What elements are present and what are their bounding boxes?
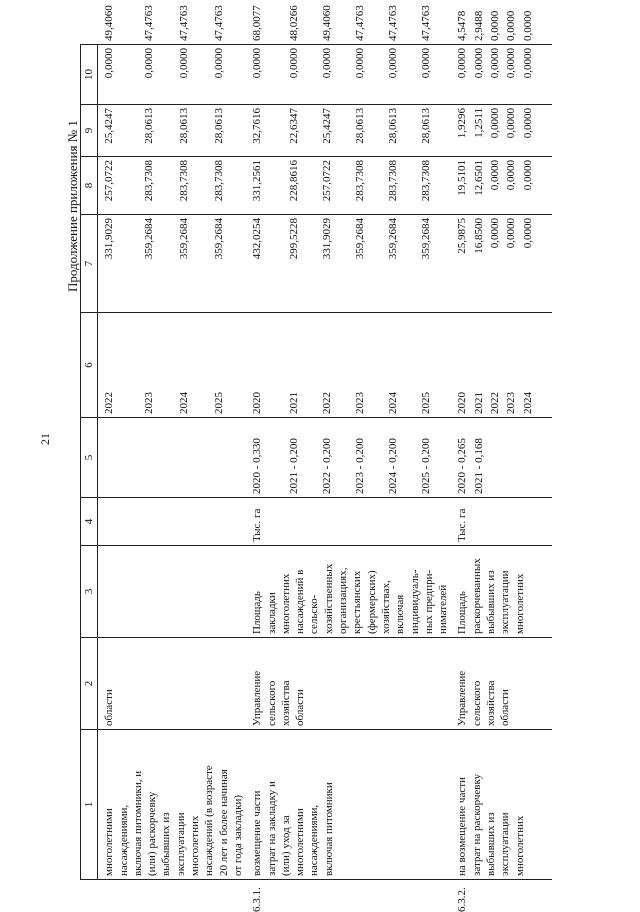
continuation-label: Продолжение приложения № 1 xyxy=(65,120,80,292)
measure-name-line: (или) уход за xyxy=(279,815,292,876)
amount-cell: 1,2511 xyxy=(471,105,487,157)
table-row: 2025 - 0,200 2025 359,2684 283,7308 28,0613 0,0000 47,4763 xyxy=(418,45,451,880)
amount-cell: 28,0613 xyxy=(352,105,385,157)
amount-cell: 0,0000 xyxy=(487,45,503,105)
unit-cell: Тыс. га xyxy=(246,498,451,546)
measure-name-line: насаждениями, xyxy=(308,804,321,876)
target-value-cell xyxy=(98,418,141,498)
target-value-cell: 2023 - 0,200 xyxy=(352,418,385,498)
executor-cell xyxy=(451,638,535,730)
year-cell: 2020 xyxy=(451,313,470,418)
measure-name-line: эксплуатации xyxy=(499,812,512,876)
year-cell: 2025 xyxy=(211,313,246,418)
amount-cell: 25,9875 xyxy=(451,215,470,313)
table-row: 6.3.2. на возмещение части затрат на раскорчевку выбывших из эксплуатации многолетних Управление сельского хозяйства области Площадь раскорчеванных выбывших из эксплуатации многолетних Тыс. га 2020 - 0,265 2020 25,9875 19,5101 1,9296 0,0000 4,5478 xyxy=(451,45,470,880)
indicator-cell-line: хозяйственных xyxy=(322,563,335,634)
amount-cell: 359,2684 xyxy=(141,215,176,313)
spacer-cell xyxy=(536,498,552,546)
amount-cell: 0,0000 xyxy=(503,45,519,105)
measure-name-line: многолетними xyxy=(294,808,307,876)
year-cell: 2021 xyxy=(286,313,319,418)
page-number: 21 xyxy=(38,433,52,445)
indicator-cell-line: нимателей xyxy=(437,584,450,634)
amount-cell: 228,8616 xyxy=(286,157,319,215)
year-cell: 2022 xyxy=(98,313,141,418)
amount-cell: 0,0000 xyxy=(211,45,246,105)
amount-cell: 1,9296 xyxy=(451,105,470,157)
amount-cell: 0,0000 xyxy=(503,215,519,313)
year-cell: 2020 xyxy=(246,313,285,418)
unit-cell: Тыс. га xyxy=(451,498,535,546)
table-row: 2023 - 0,200 2023 359,2684 283,7308 28,0613 0,0000 47,4763 xyxy=(352,45,385,880)
target-value-cell: 2022 - 0,200 xyxy=(319,418,352,498)
amount-cell: 16,8500 xyxy=(471,215,487,313)
amount-cell: 25,4247 xyxy=(319,105,352,157)
measure-name-line: многолетних xyxy=(189,815,202,876)
header-cell: 1 xyxy=(81,730,98,880)
measure-name-line: насаждениями, xyxy=(117,804,130,876)
measure-name-line: включая питомники, и xyxy=(131,770,144,876)
measure-name-line: выбывших из xyxy=(485,812,498,876)
spacer-cell xyxy=(536,157,552,215)
amount-cell: 0,0000 xyxy=(286,45,319,105)
amount-cell: 0,0000 xyxy=(487,215,503,313)
measure-name-line: насаждений (в возрасте xyxy=(203,765,216,876)
amount-cell: 28,0613 xyxy=(418,105,451,157)
amount-cell: 0,0000 xyxy=(520,45,536,105)
table-bottom-spacer xyxy=(536,45,552,880)
amount-cell: 359,2684 xyxy=(352,215,385,313)
executor-cell-line: области xyxy=(103,689,116,726)
amount-cell: 283,7308 xyxy=(141,157,176,215)
target-value-cell xyxy=(503,418,519,498)
amount-cell: 12,6501 xyxy=(471,157,487,215)
target-value-cell xyxy=(176,418,211,498)
spacer-cell xyxy=(536,105,552,157)
amount-cell: 0,0000 xyxy=(141,45,176,105)
measure-name-line: выбывших из xyxy=(160,812,173,876)
amount-cell: 25,4247 xyxy=(98,105,141,157)
amount-cell: 0,0000 xyxy=(451,45,470,105)
amount-cell: 331,9029 xyxy=(98,215,141,313)
year-cell: 2021 xyxy=(471,313,487,418)
header-cell: 6 xyxy=(81,313,98,418)
amount-cell: 257,0722 xyxy=(98,157,141,215)
measure-name-line: 20 лет и более начиная xyxy=(217,769,230,876)
year-cell: 2023 xyxy=(141,313,176,418)
indicator-cell-line: раскорчеванных xyxy=(470,558,483,634)
table-row: 2023 0,0000 0,0000 0,0000 0,0000 0,0000 xyxy=(503,45,519,880)
target-value-cell: 2024 - 0,200 xyxy=(385,418,418,498)
measure-name-cell xyxy=(451,730,535,912)
header-cell: 10 xyxy=(81,45,98,105)
year-cell: 2025 xyxy=(418,313,451,418)
spacer-cell xyxy=(536,313,552,418)
amount-cell: 28,0613 xyxy=(211,105,246,157)
indicator-cell-line: (фермерских) xyxy=(365,570,378,634)
target-value-cell: 2020 - 0,330 xyxy=(246,418,285,498)
target-value-cell: 2021 - 0,200 xyxy=(286,418,319,498)
amount-cell: 283,7308 xyxy=(211,157,246,215)
indicator-cell-line: многолетних xyxy=(279,573,292,634)
indicator-cell xyxy=(451,546,535,638)
year-cell: 2022 xyxy=(319,313,352,418)
rotated-page xyxy=(60,5,600,912)
indicator-cell-line: выбывших из xyxy=(485,570,498,634)
table-row: 6.3.1. возмещение части затрат на закладку и (или) уход за многолетними насаждениями, включая питомники Управление сельского хозяйства области Площадь закладки многолетних насаждений в сельско- хозяйственных организациях, крестьянских (фермерских) хозяйствах, включая индивидуаль- ных предпри- нимателей Тыс. га 2020 - 0,330 2020 432,0254 331,2561 32,7616 0,0000 68,0077 xyxy=(246,45,285,880)
budget-table xyxy=(80,5,552,912)
executor-cell-line: хозяйства xyxy=(485,680,498,726)
measure-name-line: (или) раскорчевку xyxy=(146,791,159,876)
executor-cell-line: Управление xyxy=(251,670,264,726)
year-cell: 2024 xyxy=(176,313,211,418)
indicator-cell-line: сельско- xyxy=(308,594,321,634)
target-value-cell: 2021 - 0,168 xyxy=(471,418,487,498)
measure-name-line: затрат на закладку и xyxy=(265,781,278,876)
spacer-cell xyxy=(536,638,552,730)
executor-cell-line: Управление xyxy=(456,670,469,726)
amount-cell: 0,0000 xyxy=(520,215,536,313)
executor-cell-line: области xyxy=(294,689,307,726)
amount-cell: 359,2684 xyxy=(176,215,211,313)
header-cell: 2 xyxy=(81,638,98,730)
indicator-cell xyxy=(246,546,451,638)
table-row: 2022 - 0,200 2022 331,9029 257,0722 25,4247 0,0000 49,4060 xyxy=(319,45,352,880)
amount-cell: 0,0000 xyxy=(487,105,503,157)
amount-cell: 283,7308 xyxy=(176,157,211,215)
table-row: 2024 359,2684 283,7308 28,0613 0,0000 47,4763 xyxy=(176,45,211,880)
table-row: 2025 359,2684 283,7308 28,0613 0,0000 47,4763 xyxy=(211,45,246,880)
header-row xyxy=(81,45,98,880)
executor-cell-line: сельского xyxy=(265,680,278,726)
amount-cell: 0,0000 xyxy=(176,45,211,105)
table-row: многолетними насаждениями, включая питомники, и (или) раскорчевку выбывших из эксплуатации многолетних насаждений (в возрасте 20 лет и более начиная от года закладки) области 2022 331,9029 257,0722 25,4247 0,0000 49,4060 xyxy=(98,45,141,880)
measure-name-line: затрат на раскорчевку xyxy=(470,773,483,876)
executor-cell xyxy=(98,638,246,730)
indicator-cell-line: эксплуатации xyxy=(499,570,512,634)
executor-cell-line: сельского xyxy=(470,680,483,726)
target-value-cell xyxy=(141,418,176,498)
unit-cell xyxy=(98,498,246,546)
header-cell: 7 xyxy=(81,215,98,313)
amount-cell: 0,0000 xyxy=(319,45,352,105)
amount-cell: 299,5228 xyxy=(286,215,319,313)
year-cell: 2024 xyxy=(385,313,418,418)
amount-cell: 0,0000 xyxy=(520,157,536,215)
item-number: 6.3.1. xyxy=(251,887,264,912)
header-cell: 4 xyxy=(81,498,98,546)
amount-cell: 0,0000 xyxy=(503,105,519,157)
amount-cell: 359,2684 xyxy=(385,215,418,313)
amount-cell: 0,0000 xyxy=(385,45,418,105)
indicator-cell-line: Площадь xyxy=(251,591,264,634)
amount-cell: 257,0722 xyxy=(319,157,352,215)
header-cell: 9 xyxy=(81,105,98,157)
amount-cell: 0,0000 xyxy=(487,157,503,215)
measure-name-line: возмещение части xyxy=(251,790,264,876)
indicator-cell-line: крестьянских xyxy=(351,570,364,634)
header-cell: 5 xyxy=(81,418,98,498)
indicator-cell-line: индивидуаль- xyxy=(408,569,421,634)
indicator-cell-line: ных предпри- xyxy=(422,569,435,634)
amount-cell: 28,0613 xyxy=(176,105,211,157)
measure-name-line: от года закладки) xyxy=(231,795,244,876)
amount-cell: 19,5101 xyxy=(451,157,470,215)
target-value-cell xyxy=(487,418,503,498)
amount-cell: 359,2684 xyxy=(211,215,246,313)
amount-cell: 0,0000 xyxy=(418,45,451,105)
measure-name-line: многолетними xyxy=(103,808,116,876)
indicator-cell-line: хозяйствах, xyxy=(379,580,392,634)
amount-cell: 0,0000 xyxy=(246,45,285,105)
amount-cell: 28,0613 xyxy=(141,105,176,157)
indicator-cell-line: Площадь xyxy=(456,591,469,634)
spacer-cell xyxy=(536,215,552,313)
table-row: 2024 0,0000 0,0000 0,0000 0,0000 0,0000 xyxy=(520,45,536,880)
amount-cell: 0,0000 xyxy=(98,45,141,105)
amount-cell: 0,0000 xyxy=(471,45,487,105)
table-row: 2024 - 0,200 2024 359,2684 283,7308 28,0613 0,0000 47,4763 xyxy=(385,45,418,880)
amount-cell: 331,9029 xyxy=(319,215,352,313)
table-row: 2022 0,0000 0,0000 0,0000 0,0000 0,0000 xyxy=(487,45,503,880)
year-cell: 2023 xyxy=(503,313,519,418)
target-value-cell xyxy=(211,418,246,498)
amount-cell: 283,7308 xyxy=(418,157,451,215)
target-value-cell xyxy=(520,418,536,498)
table-row: 2021 - 0,200 2021 299,5228 228,8616 22,6347 0,0000 48,0266 xyxy=(286,45,319,880)
measure-name-cell xyxy=(98,730,246,880)
executor-cell-line: хозяйства xyxy=(279,680,292,726)
amount-cell: 22,6347 xyxy=(286,105,319,157)
measure-name-line: включая питомники xyxy=(322,782,335,876)
amount-cell: 359,2684 xyxy=(418,215,451,313)
target-value-cell: 2025 - 0,200 xyxy=(418,418,451,498)
item-number: 6.3.2. xyxy=(456,887,469,912)
amount-cell: 331,2561 xyxy=(246,157,285,215)
measure-name-cell xyxy=(246,730,451,912)
executor-cell xyxy=(246,638,451,730)
amount-cell: 0,0000 xyxy=(352,45,385,105)
indicator-cell-line: включая xyxy=(394,594,407,634)
measure-name-line: эксплуатации xyxy=(174,812,187,876)
amount-cell: 283,7308 xyxy=(385,157,418,215)
indicator-cell-line: закладки xyxy=(265,592,278,634)
indicator-cell-line: многолетних xyxy=(513,573,526,634)
amount-cell: 432,0254 xyxy=(246,215,285,313)
amount-cell: 0,0000 xyxy=(503,157,519,215)
amount-cell: 0,0000 xyxy=(520,105,536,157)
table-row: 2023 359,2684 283,7308 28,0613 0,0000 47,4763 xyxy=(141,45,176,880)
indicator-cell xyxy=(98,546,246,638)
spacer-cell xyxy=(536,730,552,880)
header-cell: 3 xyxy=(81,546,98,638)
target-value-cell: 2020 - 0,265 xyxy=(451,418,470,498)
measure-name-line: многолетних xyxy=(513,815,526,876)
amount-cell: 283,7308 xyxy=(352,157,385,215)
amount-cell: 28,0613 xyxy=(385,105,418,157)
spacer-cell xyxy=(536,418,552,498)
year-cell: 2023 xyxy=(352,313,385,418)
table-row: 2021 - 0,168 2021 16,8500 12,6501 1,2511 0,0000 2,9488 xyxy=(471,45,487,880)
spacer-cell xyxy=(536,45,552,105)
executor-cell-line: области xyxy=(499,689,512,726)
year-cell: 2022 xyxy=(487,313,503,418)
year-cell: 2024 xyxy=(520,313,536,418)
amount-cell: 32,7616 xyxy=(246,105,285,157)
indicator-cell-line: организациях, xyxy=(337,567,350,634)
measure-name-line: на возмещение части xyxy=(456,777,469,876)
header-cell: 8 xyxy=(81,157,98,215)
spacer-cell xyxy=(536,546,552,638)
indicator-cell-line: насаждений в xyxy=(294,569,307,634)
